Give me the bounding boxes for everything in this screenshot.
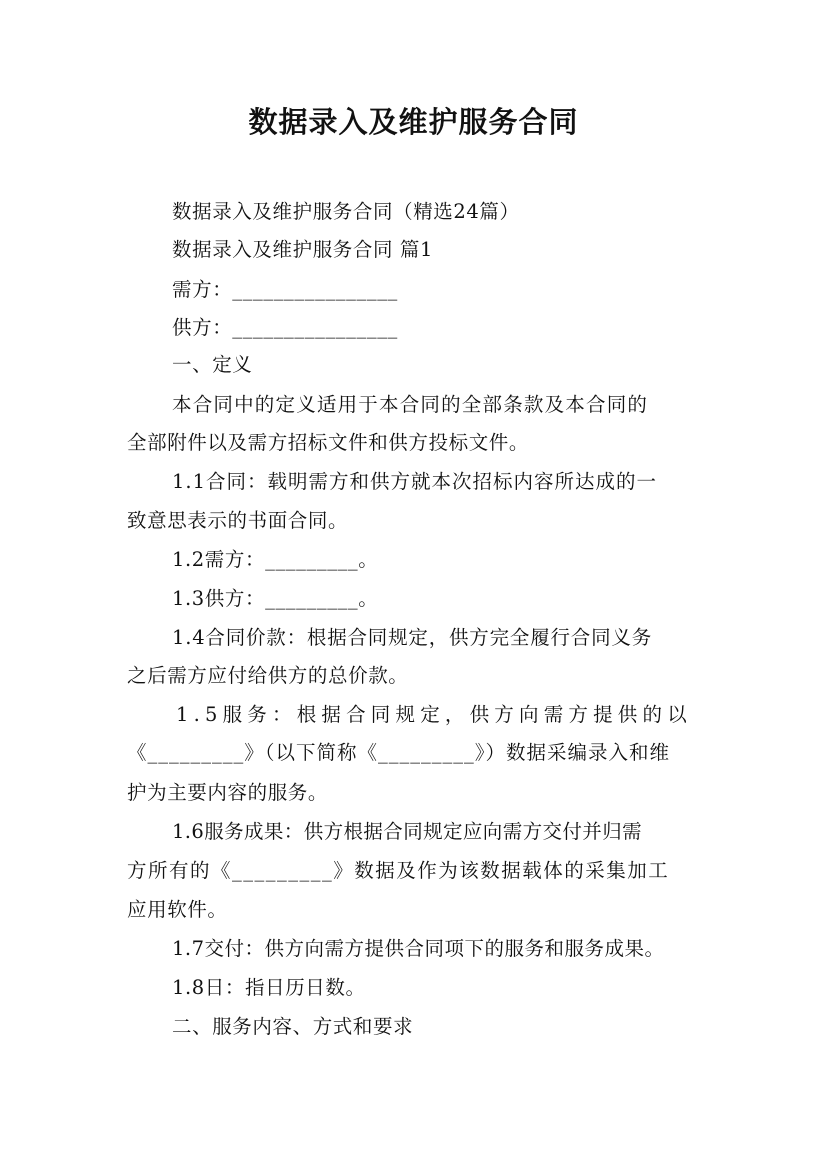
clause-1-2-line: 1.2需方：_________。 — [172, 548, 379, 571]
clause-1-5-line: 护为主要内容的服务。 — [127, 781, 329, 804]
clause-1-6-line: 1.6服务成果：供方根据合同规定应向需方交付并归需 — [172, 820, 643, 843]
chapter-2-heading: 二、服务内容、方式和要求 — [172, 1015, 414, 1038]
paragraph-line: 全部附件以及需方招标文件和供方投标文件。 — [127, 431, 530, 454]
clause-1-1-line: 致意思表示的书面合同。 — [127, 509, 349, 532]
clause-1-5-line: 1.5服务：根据合同规定，供方向需方提供的以 — [176, 703, 692, 726]
party-a-line: 需方：________________ — [172, 278, 398, 301]
clause-1-1-line: 1.1合同：载明需方和供方就本次招标内容所达成的一 — [172, 470, 658, 493]
clause-1-6-line: 方所有的《_________》数据及作为该数据载体的采集加工 — [127, 859, 670, 882]
paragraph-line: 本合同中的定义适用于本合同的全部条款及本合同的 — [172, 393, 649, 416]
clause-1-4-line: 之后需方应付给供方的总价款。 — [127, 664, 409, 687]
chapter-1-heading: 一、定义 — [172, 353, 253, 376]
clause-1-6-line: 应用软件。 — [127, 898, 228, 921]
subtitle-line: 数据录入及维护服务合同（精选24篇） — [172, 200, 520, 223]
clause-1-7-line: 1.7交付：供方向需方提供合同项下的服务和服务成果。 — [172, 937, 665, 960]
clause-1-5-line: 《_________》（以下简称《_________》）数据采编录入和维 — [127, 741, 671, 764]
clause-1-4-line: 1.4合同价款：根据合同规定，供方完全履行合同义务 — [172, 626, 653, 649]
document-title: 数据录入及维护服务合同 — [248, 105, 579, 139]
party-b-line: 供方：________________ — [172, 316, 398, 339]
clause-1-3-line: 1.3供方：_________。 — [172, 587, 379, 610]
section-heading: 数据录入及维护服务合同 篇1 — [172, 238, 434, 261]
clause-1-8-line: 1.8日：指日历日数。 — [172, 976, 366, 999]
